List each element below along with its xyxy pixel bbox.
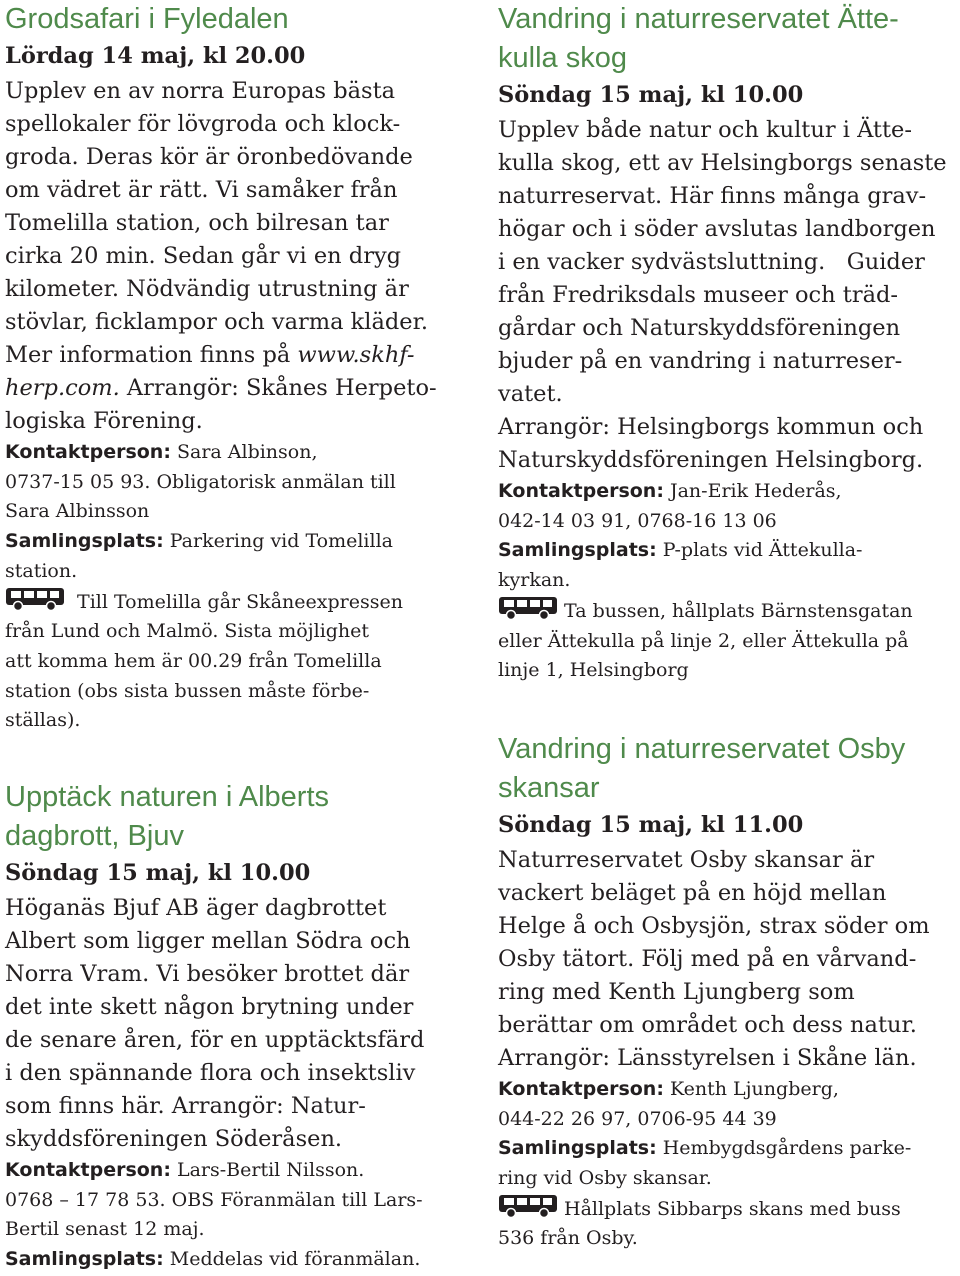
meeting-value: Hembygdsgårdens parke- (656, 1137, 912, 1160)
text-line: som finns här. Arrangör: Natur- (5, 1093, 366, 1120)
spacer (498, 686, 960, 730)
text-line: kilometer. Nödvändig utrustning är (5, 276, 409, 302)
text-line: cirka 20 min. Sedan går vi en dryg (5, 243, 402, 269)
event-date: Lördag 14 maj, kl 20.00 (5, 43, 306, 69)
text-line: eller Ättekulla på linje 2, eller Ättekulla på (498, 629, 909, 652)
text-line: de senare åren, för en upptäcktsfärd (5, 1027, 425, 1054)
text-line (5, 339, 470, 372)
text-line: groda. Deras kör är öronbedövande (5, 144, 413, 170)
bus-line (498, 596, 960, 627)
contact-value: Jan-Erik Hederås, (663, 480, 842, 502)
contact-line (498, 1075, 960, 1105)
text-line: 042-14 03 91, 0768-16 13 06 (498, 509, 777, 532)
meeting-line (498, 536, 960, 566)
text-line: ring vid Osby skansar. (498, 1167, 712, 1190)
text-fragment: Mer information finns på (5, 342, 298, 368)
text-line: Naturskyddsföreningen Helsingborg. (498, 447, 924, 473)
text-line: station (obs sista bussen måste förbe- (5, 679, 370, 702)
meeting-label: Samlingsplats: (498, 1137, 657, 1160)
event-description (5, 892, 470, 1156)
text-line: Helge å och Osbysjön, strax söder om (498, 912, 930, 939)
text-line: 0737-15 05 93. Obligatorisk anmälan till (5, 470, 396, 493)
bus-icon (498, 1194, 558, 1218)
text-line: kyrkan. (498, 569, 571, 592)
contact-label: Kontaktperson: (5, 441, 171, 463)
left-column (5, 0, 470, 1275)
text-line: Upplev en av norra Europas bästa (5, 78, 396, 104)
bus-info: Hållplats Sibbarps skans med buss (564, 1197, 901, 1220)
text-line: Osby tätort. Följ med på en vårvand- (498, 945, 917, 972)
title-line: dagbrott, Bjuv (5, 820, 184, 853)
event-alberts-dagbrott (5, 778, 470, 1275)
text-line: i en vacker sydvästsluttning. Guider (498, 249, 925, 275)
contact-line (5, 1156, 470, 1186)
text-line: Upplev både natur och kultur i Ätte- (498, 117, 912, 143)
text-line: att komma hem är 00.29 från Tomelilla (5, 649, 382, 672)
contact-label: Kontaktperson: (5, 1159, 171, 1182)
meeting-line (5, 527, 470, 557)
text-line: ställas). (5, 709, 81, 732)
website-link[interactable]: herp.com. (5, 375, 120, 401)
meeting-line (5, 1245, 470, 1275)
text-line: linje 1, Helsingborg (498, 659, 689, 682)
text-line: Tomelilla station, och bilresan tar (5, 210, 389, 236)
contact-line (498, 477, 960, 507)
event-grodsafari (5, 0, 470, 736)
text-line (5, 372, 470, 405)
bus-info: Till Tomelilla går Skåneexpressen (71, 590, 403, 613)
event-details (498, 477, 960, 686)
event-description (498, 844, 960, 1075)
text-line: bjuder på en vandring i naturreser- (498, 348, 903, 374)
contact-value: Sara Albinson, (170, 441, 318, 463)
right-column (498, 0, 960, 1254)
title-line: Upptäck naturen i Alberts (5, 781, 330, 814)
text-line: Bertil senast 12 maj. (5, 1218, 205, 1241)
text-line: Naturreservatet Osby skansar är (498, 846, 875, 873)
contact-label: Kontaktperson: (498, 480, 664, 502)
meeting-label: Samlingsplats: (498, 539, 657, 562)
event-date: Söndag 15 maj, kl 10.00 (498, 82, 804, 108)
text-line: Sara Albinsson (5, 500, 150, 523)
event-title (498, 730, 960, 808)
event-details (5, 1156, 470, 1275)
bus-line (5, 587, 470, 618)
text-line: om vädret är rätt. Vi samåker från (5, 177, 398, 203)
bus-icon (498, 596, 558, 620)
contact-label: Kontaktperson: (498, 1077, 664, 1100)
text-line: skyddsföreningen Söderåsen. (5, 1126, 343, 1153)
text-line: i den spännande flora och insektsliv (5, 1060, 416, 1087)
title-line: Vandring i naturreservatet Ätte- (498, 3, 899, 35)
event-title (5, 778, 470, 856)
event-attekulla-skog (498, 0, 960, 686)
event-title: Grodsafari i Fyledalen (5, 3, 289, 35)
event-title (498, 0, 960, 78)
bus-icon (5, 587, 65, 611)
event-date: Söndag 15 maj, kl 11.00 (498, 811, 804, 838)
text-line: berättar om området och dess natur. (498, 1011, 917, 1038)
text-line: Norra Vram. Vi besöker brottet där (5, 961, 410, 988)
text-line: gårdar och Naturskyddsföreningen (498, 315, 901, 341)
text-line: Arrangör: Länsstyrelsen i Skåne län. (498, 1044, 917, 1071)
meeting-value: Parkering vid Tomelilla (163, 530, 393, 553)
contact-line (5, 438, 470, 468)
text-line: från Lund och Malmö. Sista möjlighet (5, 620, 370, 643)
text-line: Arrangör: Helsingborgs kommun och (498, 414, 924, 440)
event-details (498, 1075, 960, 1254)
text-line: naturreservat. Här finns många grav- (498, 183, 927, 209)
event-details (5, 438, 470, 736)
text-line: från Fredriksdals museer och träd- (498, 282, 898, 308)
bus-info: Ta bussen, hållplats Bärnstensgatan (564, 599, 913, 622)
text-line: ring med Kenth Ljungberg som (498, 978, 855, 1005)
text-line: det inte skett någon brytning under (5, 994, 414, 1021)
bus-line (498, 1194, 960, 1225)
text-line: logiska Förening. (5, 408, 203, 434)
contact-value: Kenth Ljungberg, (663, 1077, 839, 1100)
meeting-value: Meddelas vid föranmälan. (163, 1248, 421, 1271)
text-line: Höganäs Bjuf AB äger dagbrottet (5, 895, 387, 922)
text-line: stövlar, ficklampor och varma kläder. (5, 309, 429, 335)
meeting-label: Samlingsplats: (5, 1248, 164, 1271)
text-fragment: Arrangör: Skånes Herpeto- (119, 375, 437, 401)
text-line: Albert som ligger mellan Södra och (5, 928, 411, 955)
text-line: vackert beläget på en höjd mellan (498, 879, 887, 906)
spacer (5, 736, 470, 778)
contact-value: Lars-Bertil Nilsson. (170, 1159, 365, 1182)
event-osby-skansar (498, 730, 960, 1254)
text-line: spellokaler för lövgroda och klock- (5, 111, 401, 137)
event-date: Söndag 15 maj, kl 10.00 (5, 860, 311, 887)
text-line: station. (5, 559, 78, 582)
text-line: 044-22 26 97, 0706-95 44 39 (498, 1107, 777, 1130)
title-line: skansar (498, 771, 600, 804)
text-line: 0768 – 17 78 53. OBS Föranmälan till Lars- (5, 1188, 423, 1211)
meeting-label: Samlingsplats: (5, 530, 164, 553)
title-line: kulla skog (498, 42, 627, 74)
event-description (498, 114, 960, 477)
text-line: 536 från Osby. (498, 1227, 638, 1250)
event-description (5, 75, 470, 438)
text-line: kulla skog, ett av Helsingborgs senaste (498, 150, 947, 176)
title-line: Vandring i naturreservatet Osby (498, 732, 906, 765)
text-line: högar och i söder avslutas landborgen (498, 216, 936, 242)
meeting-value: P-plats vid Ättekulla- (656, 539, 863, 562)
website-link[interactable]: www.skhf- (297, 342, 415, 368)
meeting-line (498, 1134, 960, 1164)
text-line: vatet. (498, 381, 563, 407)
